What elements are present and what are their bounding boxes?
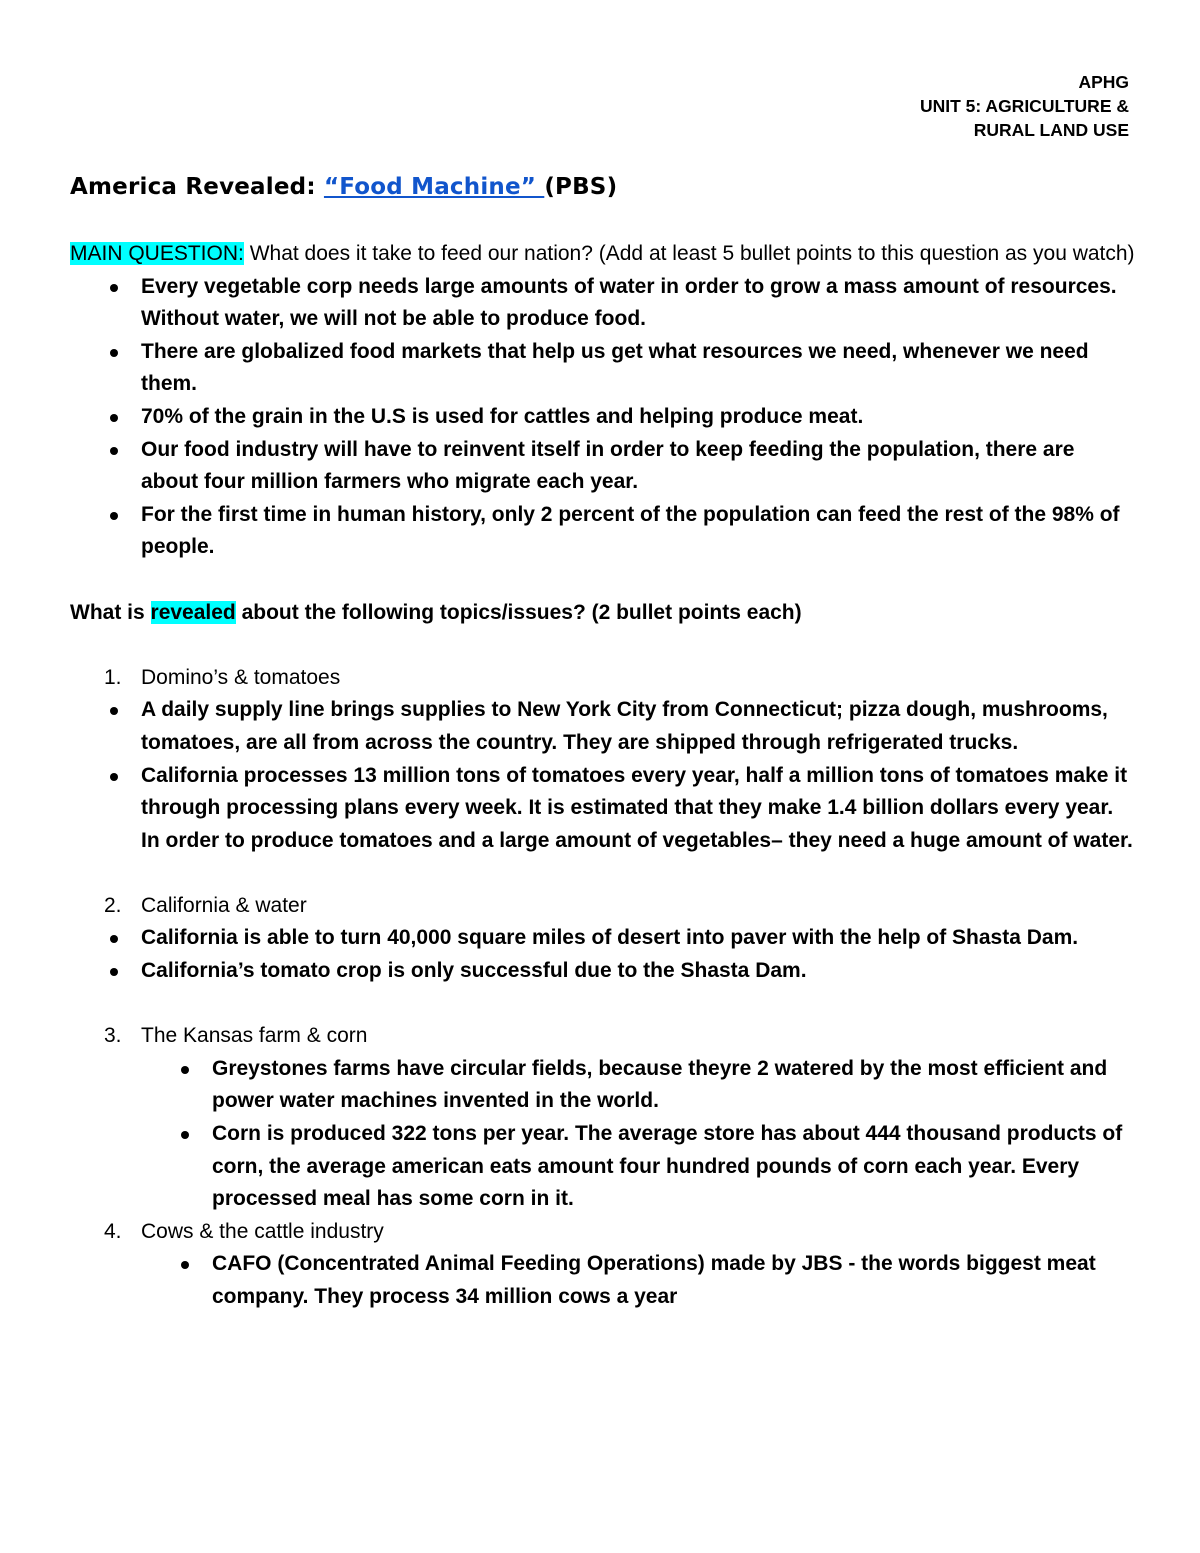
title-suffix: (PBS)	[544, 174, 618, 200]
bullet-icon	[110, 707, 118, 715]
title-prefix: America Revealed:	[70, 174, 324, 200]
bullet-icon	[110, 968, 118, 976]
main-question	[70, 238, 1135, 271]
bullet-icon	[110, 349, 118, 357]
list-item: Every vegetable corp needs large amounts of water in order to grow a mass amount of resources. Without water, we will not be able to produce food.	[70, 271, 1135, 336]
document-body	[70, 238, 1135, 1314]
bullet-icon	[110, 935, 118, 943]
title-link[interactable]: “Food Machine”	[323, 174, 545, 200]
bullet-icon	[110, 284, 118, 292]
unit-label: UNIT 5: AGRICULTURE &	[919, 96, 1129, 116]
bullet-icon	[181, 1261, 189, 1269]
list-item: CAFO (Concentrated Animal Feeding Operations) made by JBS - the words biggest meat company. They process 34 million cows a year	[70, 1248, 1135, 1313]
page-title	[70, 174, 617, 200]
main-question-bullets	[70, 271, 1135, 564]
list-item: Greystones farms have circular fields, because theyre 2 watered by the most efficient and power water machines invented in the world.	[70, 1053, 1135, 1118]
bullet-icon	[110, 447, 118, 455]
list-item: California is able to turn 40,000 square miles of desert into paver with the help of Shasta Dam.	[70, 922, 1135, 955]
unit-subtitle: RURAL LAND USE	[973, 120, 1129, 140]
bullet-icon	[110, 414, 118, 422]
revealed-prompt: What is revealed about the following topics/issues? (2 bullet points each)	[70, 600, 802, 624]
bullet-icon	[110, 512, 118, 520]
bullet-icon	[110, 773, 118, 781]
list-item: California processes 13 million tons of tomatoes every year, half a million tons of tomatoes make it through processing plans every week. It is estimated that they make 1.4 billion dollars every year. In order to produce tomatoes and a large amount of vegetables– they need a huge amount of water.	[70, 760, 1135, 858]
bullet-icon	[181, 1131, 189, 1139]
list-item: California’s tomato crop is only successful due to the Shasta Dam.	[70, 955, 1135, 988]
topic-title: 1. Domino’s & tomatoes	[104, 665, 341, 689]
topic-bullets	[70, 1248, 1135, 1313]
topic-title: 2. California & water	[104, 893, 307, 917]
topic-title: 3. The Kansas farm & corn	[104, 1024, 368, 1048]
revealed-highlight: revealed	[150, 600, 236, 624]
list-item: Our food industry will have to reinvent itself in order to keep feeding the population, there are about four million farmers who migrate each year.	[70, 434, 1135, 499]
list-item: There are globalized food markets that help us get what resources we need, whenever we need them.	[70, 336, 1135, 401]
main-question-text: What does it take to feed our nation? (Add at least 5 bullet points to this question as you watch)	[243, 242, 1135, 265]
main-question-label: MAIN QUESTION:	[70, 242, 244, 265]
topic-bullets	[70, 1053, 1135, 1216]
list-item: 70% of the grain in the U.S is used for cattles and helping produce meat.	[70, 401, 1135, 434]
topic-bullets	[70, 694, 1135, 857]
course-label: APHG	[1078, 72, 1129, 92]
list-item: For the first time in human history, only 2 percent of the population can feed the rest of the 98% of people.	[70, 499, 1135, 564]
list-item: A daily supply line brings supplies to New York City from Connecticut; pizza dough, mushrooms, tomatoes, are all from across the country. They are shipped through refrigerated trucks.	[70, 694, 1135, 759]
bullet-icon	[181, 1066, 189, 1074]
topic-bullets	[70, 922, 1135, 987]
list-item: Corn is produced 322 tons per year. The average store has about 444 thousand products of corn, the average american eats amount four hundred pounds of corn each year. Every processed meal has some corn in it.	[70, 1118, 1135, 1216]
document-header	[920, 70, 1129, 142]
topic-title: 4. Cows & the cattle industry	[104, 1219, 384, 1243]
